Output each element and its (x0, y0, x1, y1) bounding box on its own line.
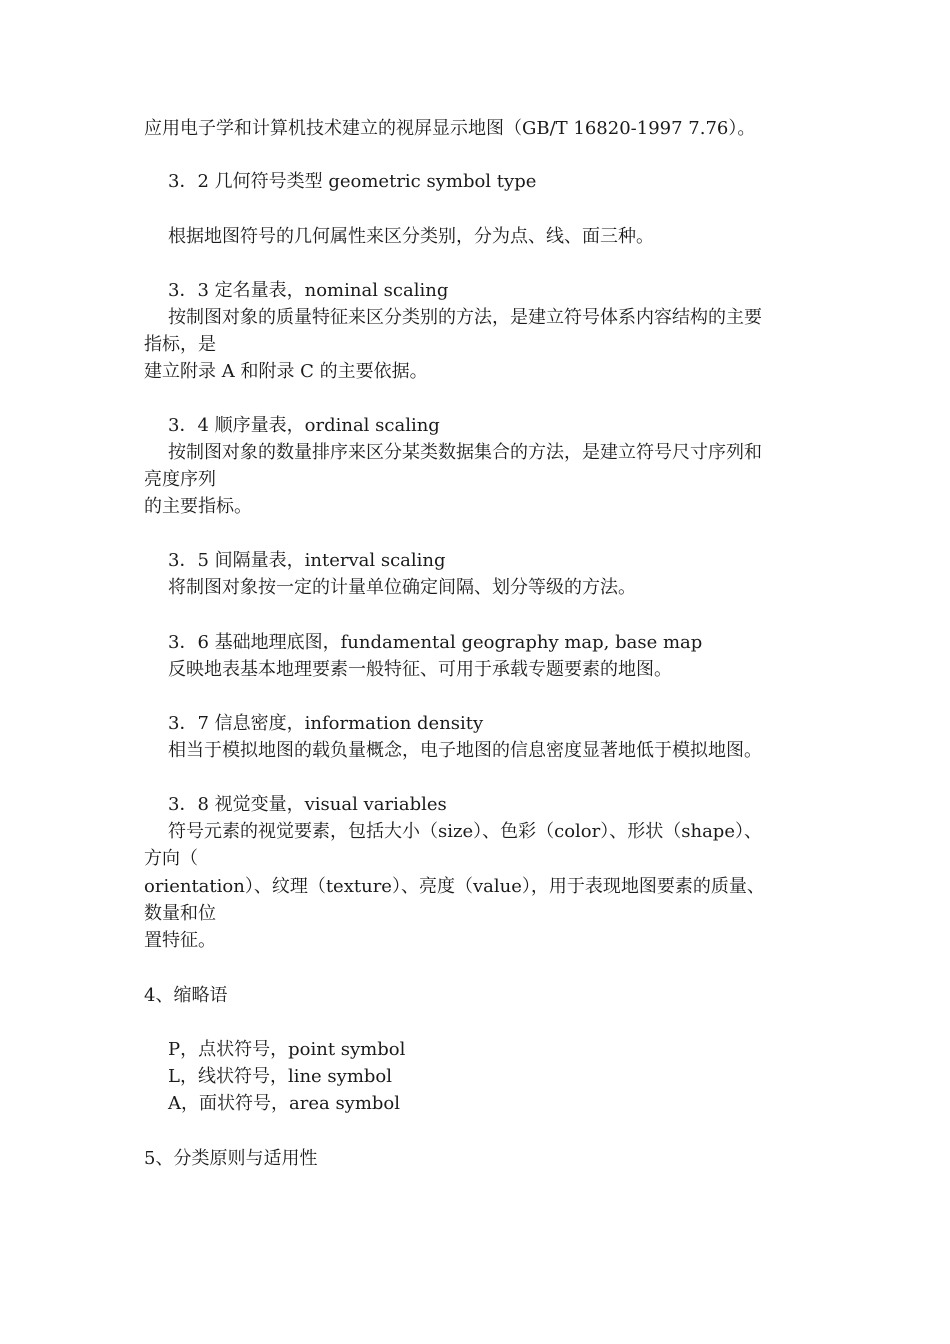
abbreviation-item: P，点状符号，point symbol (168, 1039, 406, 1060)
section-3-3-heading: 3．3 定名量表，nominal scaling (168, 280, 449, 301)
section-3-3-body-line: 按制图对象的质量特征来区分类别的方法，是建立符号体系内容结构的主要 (168, 307, 762, 328)
section-3-4-heading: 3．4 顺序量表，ordinal scaling (168, 415, 440, 436)
section-3-8-body-line: 数量和位 (144, 903, 216, 924)
section-3-8-body-line: 置特征。 (144, 930, 216, 951)
intro-line: 应用电子学和计算机技术建立的视屏显示地图（GB/T 16820-1997 7.76）。 (144, 118, 756, 139)
section-3-5-body: 将制图对象按一定的计量单位确定间隔、划分等级的方法。 (168, 577, 636, 598)
section-3-8-body-line: 符号元素的视觉要素，包括大小（size）、色彩（color）、形状（shape）、 (168, 821, 762, 842)
section-3-2-heading: 3．2 几何符号类型 geometric symbol type (168, 171, 537, 192)
section-3-3-body-line: 指标，是 (144, 334, 216, 355)
abbreviation-item: L，线状符号，line symbol (168, 1066, 393, 1087)
section-3-4-body-line: 的主要指标。 (144, 496, 252, 517)
section-3-4-body-line: 按制图对象的数量排序来区分某类数据集合的方法，是建立符号尺寸序列和 (168, 442, 762, 463)
section-3-4-body-line: 亮度序列 (144, 469, 216, 490)
section-4-heading: 4、缩略语 (144, 985, 228, 1006)
section-3-3-body-line: 建立附录 A 和附录 C 的主要依据。 (144, 361, 428, 382)
section-3-6-body: 反映地表基本地理要素一般特征、可用于承载专题要素的地图。 (168, 659, 672, 680)
section-3-6-heading: 3．6 基础地理底图，fundamental geography map, base map (168, 632, 703, 653)
section-3-8-heading: 3．8 视觉变量，visual variables (168, 794, 447, 815)
section-3-7-body: 相当于模拟地图的载负量概念，电子地图的信息密度显著地低于模拟地图。 (168, 740, 762, 761)
section-5-heading: 5、分类原则与适用性 (144, 1148, 318, 1169)
section-3-8-body-line: 方向（ (144, 848, 198, 869)
section-3-2-body: 根据地图符号的几何属性来区分类别，分为点、线、面三种。 (168, 226, 654, 247)
section-3-5-heading: 3．5 间隔量表，interval scaling (168, 550, 446, 571)
section-3-7-heading: 3．7 信息密度，information density (168, 713, 484, 734)
section-3-8-body-line: orientation）、纹理（texture）、亮度（value），用于表现地图要素的质量、 (144, 876, 765, 897)
abbreviation-item: A，面状符号，area symbol (168, 1093, 401, 1114)
